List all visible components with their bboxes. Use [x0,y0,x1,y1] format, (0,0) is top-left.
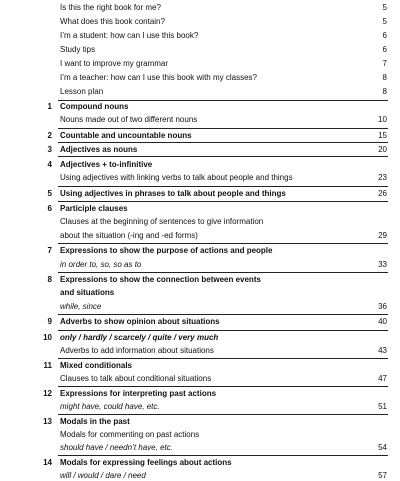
entry-text: Using adjectives with linking verbs to talk about people and things [60,173,293,182]
entry-text: and situations [60,288,115,297]
page-number: 10 [378,115,387,124]
unit-title: Compound nouns [60,102,129,111]
unit-title: Adjectives + to-infinitive [60,160,153,169]
page-number: 29 [378,231,387,240]
section-divider [58,100,388,101]
unit-title: only / hardly / scarcely / quite / very much [60,333,219,342]
unit-number: 10 [43,333,52,342]
page-number: 20 [378,145,387,154]
unit-number: 8 [47,275,52,284]
entry-text: in order to, so, so as to [60,260,142,269]
unit-number: 2 [47,131,52,140]
page-number: 36 [378,302,387,311]
entry-text: Lesson plan [60,87,104,96]
page-number: 40 [378,317,387,326]
unit-number: 4 [47,160,52,169]
page-number: 7 [382,59,387,68]
unit-number: 14 [43,458,52,467]
page-number: 57 [378,471,387,480]
unit-title: Using adjectives in phrases to talk about people and things [60,189,286,198]
entry-text: What does this book contain? [60,17,165,26]
entry-text: I want to improve my grammar [60,59,169,68]
page-number: 8 [382,87,387,96]
entry-text: will / would / dare / need [60,471,146,480]
entry-text: Nouns made out of two different nouns [60,115,198,124]
section-divider [58,330,388,331]
entry-text: I’m a teacher: how can I use this book with my classes? [60,73,257,82]
unit-number: 3 [47,145,52,154]
entry-text: I’m a student: how can I use this book? [60,31,199,40]
unit-number: 5 [47,189,52,198]
entry-text: Adverbs to add information about situations [60,346,214,355]
entry-text: Study tips [60,45,96,54]
section-divider [58,186,388,187]
page-number: 43 [378,346,387,355]
unit-title: Modals for expressing feelings about actions [60,458,232,467]
unit-number: 6 [47,204,52,213]
section-divider [58,142,388,143]
entry-text: Clauses to talk about conditional situations [60,374,212,383]
section-divider [58,156,388,157]
unit-number: 9 [47,317,52,326]
entry-text: should have / needn’t have, etc. [60,443,173,452]
unit-title: Mixed conditionals [60,361,133,370]
unit-number: 11 [43,361,52,370]
page-number: 54 [378,443,387,452]
unit-title: Countable and uncountable nouns [60,131,192,140]
unit-number: 12 [43,389,52,398]
section-divider [58,455,388,456]
unit-title: Expressions to show the connection between events [60,275,261,284]
unit-number: 1 [47,102,52,111]
entry-text: Is this the right book for me? [60,3,161,12]
section-divider [58,272,388,273]
page-number: 51 [378,402,387,411]
unit-title: Participle clauses [60,204,128,213]
section-divider [58,128,388,129]
unit-title: Adverbs to show opinion about situations [60,317,220,326]
page-number: 26 [378,189,387,198]
section-divider [58,314,388,315]
section-divider [58,201,388,202]
page-number: 15 [378,131,387,140]
entry-text: might have, could have, etc. [60,402,160,411]
unit-title: Expressions for interpreting past actions [60,389,217,398]
section-divider [58,358,388,359]
page-number: 6 [382,31,387,40]
section-divider [58,386,388,387]
page-number: 8 [382,73,387,82]
page-number: 33 [378,260,387,269]
section-divider [58,414,388,415]
unit-number: 7 [47,246,52,255]
page-number: 47 [378,374,387,383]
page-number: 23 [378,173,387,182]
page-number: 6 [382,45,387,54]
entry-text: Modals for commenting on past actions [60,430,200,439]
page-number: 5 [382,17,387,26]
section-divider [58,243,388,244]
entry-text: Clauses at the beginning of sentences to give information [60,217,264,226]
unit-title: Expressions to show the purpose of actions and people [60,246,273,255]
unit-number: 13 [43,417,52,426]
page-number: 5 [382,3,387,12]
entry-text: while, since [60,302,102,311]
entry-text: about the situation (-ing and -ed forms) [60,231,198,240]
unit-title: Modals in the past [60,417,130,426]
unit-title: Adjectives as nouns [60,145,138,154]
